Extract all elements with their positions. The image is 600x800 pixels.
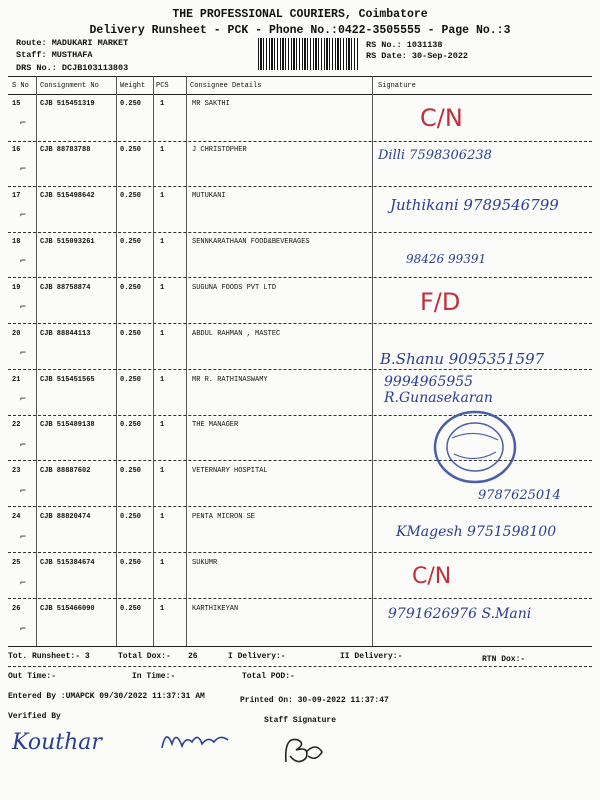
rubber-stamp	[432, 408, 518, 486]
row-sno: 19	[12, 284, 21, 292]
rs-number: RS No.: 1031138	[366, 40, 443, 50]
tick-mark: ⌐	[20, 302, 27, 313]
col-consignee: Consignee Details	[190, 82, 262, 90]
row-divider	[8, 552, 592, 553]
row-consignee: MR SAKTHI	[192, 100, 230, 108]
col-weight: Weight	[120, 82, 146, 90]
row-weight: 0.250	[120, 559, 142, 567]
row-sno: 18	[12, 238, 21, 246]
company-title: THE PROFESSIONAL COURIERS, Coimbatore	[172, 8, 428, 21]
row-divider	[8, 232, 592, 233]
row-consignment: CJB 88844113	[40, 330, 91, 338]
verified-by-label: Verified By	[8, 712, 61, 721]
printed-on: Printed On: 30-09-2022 11:37:47	[240, 696, 389, 705]
row-consignment: CJB 515451565	[40, 376, 95, 384]
row-pcs: 1	[160, 192, 165, 200]
row-signature: KMagesh 9751598100	[396, 524, 557, 540]
row-sno: 26	[12, 605, 21, 613]
row-pcs: 1	[160, 376, 165, 384]
table-bottom-rule	[8, 646, 592, 647]
tick-mark: ⌐	[20, 164, 27, 175]
table-top-rule	[8, 76, 592, 77]
row-consignee: ABDUL RAHMAN , MASTEC	[192, 330, 281, 338]
row-sno: 15	[12, 100, 21, 108]
row-signature: Juthikani 9789546799	[390, 196, 559, 214]
row-pcs: 1	[160, 421, 165, 429]
tick-mark: ⌐	[20, 532, 27, 543]
row-signature: 98426 99391	[406, 252, 487, 266]
entered-by: Entered By :UMAPCK 09/30/2022 11:37:31 AM	[8, 692, 205, 701]
row-consignee: SENNKARATHAAN FOOD&BEVERAGES	[192, 238, 310, 246]
row-weight: 0.250	[120, 192, 142, 200]
row-weight: 0.250	[120, 513, 142, 521]
row-divider	[8, 277, 592, 278]
tick-mark: ⌐	[20, 256, 27, 267]
row-consignment: CJB 515489138	[40, 421, 95, 429]
handwritten-signature	[156, 722, 236, 756]
row-consignment: CJB 515498642	[40, 192, 95, 200]
row-sno: 16	[12, 146, 21, 154]
row-sno: 25	[12, 559, 21, 567]
total-dox-label: Total Dox:-	[118, 652, 171, 661]
i-delivery: I Delivery:-	[228, 652, 286, 661]
row-consignment: CJB 88783788	[40, 146, 91, 154]
row-consignee: PENTA MICRON SE	[192, 513, 256, 521]
row-sno: 20	[12, 330, 21, 338]
col-consignment: Consignment No	[40, 82, 99, 90]
row-signature: Dilli 7598306238	[378, 148, 492, 163]
out-time: Out Time:-	[8, 672, 57, 681]
total-runsheet: Tot. Runsheet:- 3	[8, 652, 90, 661]
row-signature: 9994965955 R.Gunasekaran	[384, 374, 493, 406]
rs-date: RS Date: 30-Sep-2022	[366, 51, 469, 61]
ii-delivery: II Delivery:-	[340, 652, 403, 661]
row-sno: 21	[12, 376, 21, 384]
staff-signature-label: Staff Signature	[264, 716, 337, 725]
tick-mark: ⌐	[20, 394, 27, 405]
total-dox-value: 26	[188, 652, 198, 661]
row-weight: 0.250	[120, 284, 142, 292]
row-pcs: 1	[160, 467, 165, 475]
row-pcs: 1	[160, 284, 165, 292]
row-consignment: CJB 515451319	[40, 100, 95, 108]
tick-mark: ⌐	[20, 624, 27, 635]
col-pcs: PCS	[156, 82, 169, 90]
runsheet-subtitle: Delivery Runsheet - PCK - Phone No.:0422-3505555 - Page No.:3	[89, 24, 511, 37]
row-consignee: MR R. RATHINASWAMY	[192, 376, 268, 384]
row-weight: 0.250	[120, 146, 142, 154]
row-weight: 0.250	[120, 605, 142, 613]
row-sno: 24	[12, 513, 21, 521]
col-sno: S No	[12, 82, 29, 90]
row-pcs: 1	[160, 330, 165, 338]
col-divider	[116, 76, 117, 646]
row-sno: 22	[12, 421, 21, 429]
row-consignee: J CHRISTOPHER	[192, 146, 247, 154]
row-consignment: CJB 515093261	[40, 238, 95, 246]
row-consignment: CJB 88758874	[40, 284, 91, 292]
tick-mark: ⌐	[20, 210, 27, 221]
row-weight: 0.250	[120, 467, 142, 475]
tick-mark: ⌐	[20, 348, 27, 359]
row-pcs: 1	[160, 238, 165, 246]
col-divider	[153, 76, 154, 646]
row-consignment: CJB 515466090	[40, 605, 95, 613]
verifier-signature: Kouthar	[12, 730, 102, 755]
tick-mark: ⌐	[20, 118, 27, 129]
rtn-dox: RTN Dox:-	[482, 655, 526, 664]
barcode	[258, 38, 358, 70]
row-sno: 23	[12, 467, 21, 475]
row-signature: 9787625014	[478, 488, 561, 503]
row-consignee: VETERNARY HOSPITAL	[192, 467, 268, 475]
tick-mark: ⌐	[20, 578, 27, 589]
row-consignee: SUKUMR	[192, 559, 218, 567]
tick-mark: ⌐	[20, 440, 27, 451]
table-header-rule	[8, 94, 592, 95]
row-weight: 0.250	[120, 376, 142, 384]
row-divider	[8, 323, 592, 324]
row-pcs: 1	[160, 146, 165, 154]
row-pcs: 1	[160, 605, 165, 613]
row-signature: C/N	[412, 564, 452, 589]
row-divider	[8, 369, 592, 370]
staff-label: Staff: MUSTHAFA	[16, 50, 93, 60]
col-signature: Signature	[378, 82, 416, 90]
row-consignment: CJB 88887602	[40, 467, 91, 475]
route-label: Route: MADUKARI MARKET	[16, 38, 129, 48]
drs-number: DRS No.: DCJB103113803	[16, 63, 129, 73]
col-divider	[372, 76, 373, 646]
row-sno: 17	[12, 192, 21, 200]
row-pcs: 1	[160, 100, 165, 108]
col-divider	[36, 76, 37, 646]
row-weight: 0.250	[120, 100, 142, 108]
row-signature: B.Shanu 9095351597	[380, 350, 545, 368]
row-signature: 9791626976 S.Mani	[388, 606, 532, 622]
row-pcs: 1	[160, 559, 165, 567]
total-pod: Total POD:-	[242, 672, 295, 681]
row-consignee: THE MANAGER	[192, 421, 239, 429]
row-weight: 0.250	[120, 421, 142, 429]
row-divider	[8, 506, 592, 507]
row-divider	[8, 598, 592, 599]
row-consignment: CJB 88820474	[40, 513, 91, 521]
footer-rule	[8, 666, 592, 667]
row-consignment: CJB 515384674	[40, 559, 95, 567]
row-signature: C/N	[420, 104, 463, 132]
row-divider	[8, 186, 592, 187]
row-weight: 0.250	[120, 330, 142, 338]
row-consignee: SUGUNA FOODS PVT LTD	[192, 284, 277, 292]
tick-mark: ⌐	[20, 486, 27, 497]
in-time: In Time:-	[132, 672, 176, 681]
row-weight: 0.250	[120, 238, 142, 246]
row-consignee: MUTUKANI	[192, 192, 226, 200]
col-divider	[186, 76, 187, 646]
row-consignee: KARTHIKEYAN	[192, 605, 239, 613]
row-divider	[8, 141, 592, 142]
row-pcs: 1	[160, 513, 165, 521]
row-divider	[8, 460, 592, 461]
staff-signature	[276, 728, 332, 768]
row-signature: F/D	[420, 288, 461, 316]
